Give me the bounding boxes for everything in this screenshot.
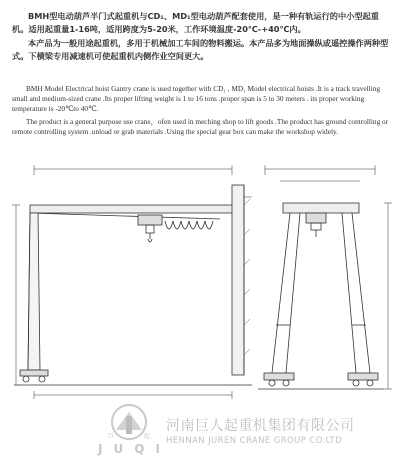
company-logo <box>102 402 156 442</box>
logo-letter: U <box>113 442 126 456</box>
logo-char-2: 起 <box>144 433 151 440</box>
english-paragraph-2: The product is a general purpose use crane，ofen used in meching shop to lift goods .The product has ground controlling or remote controlling system .unload or grab materials .Using the special gear box can make the workshop widely. <box>12 116 389 136</box>
company-name-english: HENNAN JUREN CRANE GROUP CO.LTD <box>166 436 343 446</box>
logo-letter: Q <box>134 442 147 456</box>
chinese-paragraph-1: BMH型电动葫芦半门式起重机与CD₁、MD₁型电动葫芦配套使用，是一种有轨运行的中小型起重机。适用起重量1-16吨，适用跨度为5-20米，工作环境温度-20℃-+40℃内。 <box>12 11 379 35</box>
logo-char-1: 巨 <box>108 433 115 440</box>
english-description <box>12 84 390 139</box>
company-name-chinese: 河南巨人起重机集团有限公司 <box>166 418 355 434</box>
company-footer <box>0 402 400 468</box>
english-paragraph-1: BMH Model Electrical hoist Gantry crane is used together with CD₁ , MD₁ Model electrical hoists .It is a track travelling small and medium-sized crane .Its proper lifting weight is 1 to 16 tons .proper span is 5 to 30 meters . its proper working temperature is -20℃to 40℃. <box>12 84 381 114</box>
logo-letters <box>98 442 162 456</box>
logo-letter: J <box>98 442 105 456</box>
crane-technical-drawing <box>0 145 400 410</box>
chinese-paragraph-2: 本产品为一般用途起重机，多用于机械加工车间的物料搬运。本产品多为地面操纵或遥控操作两种型式。下横梁专用减速机可使起重机内侧作业空间更大。 <box>12 37 389 62</box>
semi-gantry-end-view <box>258 165 392 389</box>
logo-letter: I <box>155 442 162 456</box>
semi-gantry-side-view <box>12 165 252 399</box>
chinese-description <box>12 10 390 64</box>
